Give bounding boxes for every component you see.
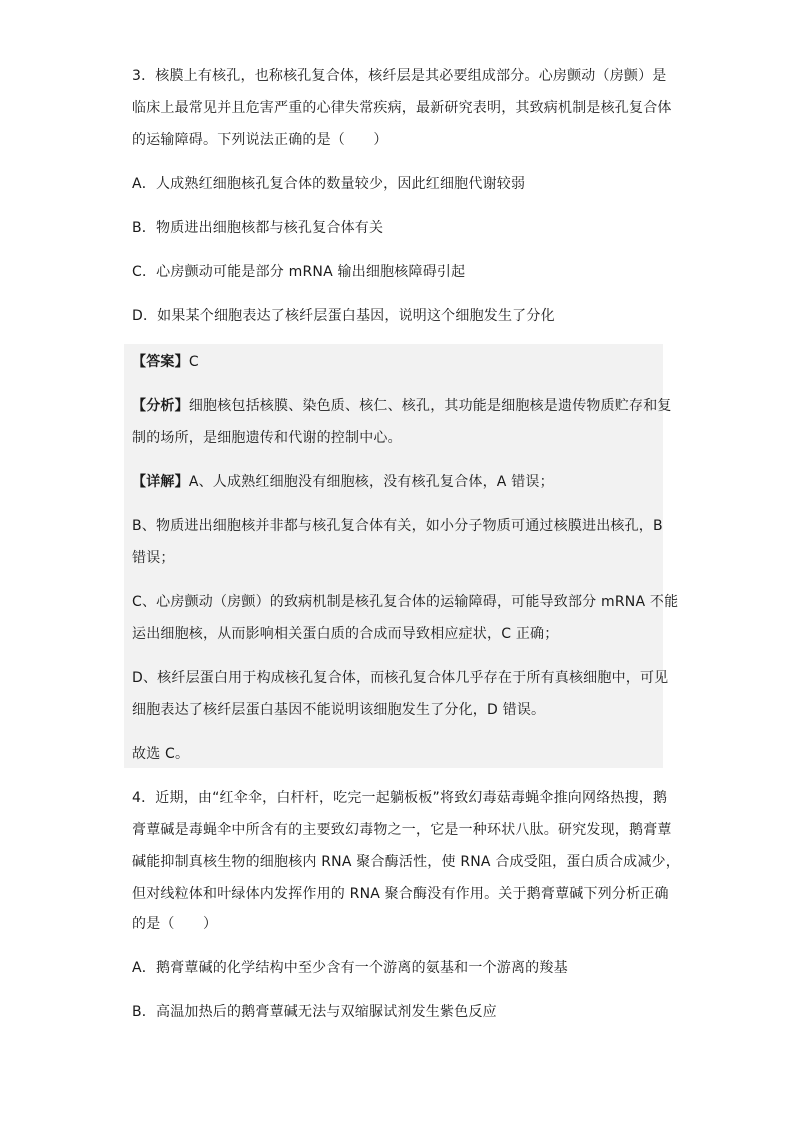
q4-stem-line-2: 膏蕈碱是毒蝇伞中所含有的主要致幻毒物之一，它是一种环状八肽。研究发现，鹅膏蕈 [132,822,672,838]
conclusion-line: 故选 C。 [132,746,190,762]
analysis-text-1: 细胞核包括核膜、染色质、核仁、核孔，其功能是细胞核是遗传物质贮存和复 [188,398,672,414]
detail-d-line-2: 细胞表达了核纤层蛋白基因不能说明该细胞发生了分化，D 错误。 [132,702,546,718]
detail-a-text: A、人成熟红细胞没有细胞核，没有核孔复合体，A 错误； [188,474,554,490]
q3-option-b: B．物质进出细胞核都与核孔复合体有关 [132,220,384,236]
analysis-line-1 [132,396,672,416]
q3-option-d: D．如果某个细胞表达了核纤层蛋白基因，说明这个细胞发生了分化 [132,308,555,324]
detail-b-line-1: B、物质进出细胞核并非都与核孔复合体有关，如小分子物质可通过核膜进出核孔，B [132,518,663,534]
q4-option-a: A．鹅膏蕈碱的化学结构中至少含有一个游离的氨基和一个游离的羧基 [132,960,568,976]
q4-stem-line-5: 的是（ ） [132,916,218,932]
q4-option-b: B．高温加热后的鹅膏蕈碱无法与双缩脲试剂发生紫色反应 [132,1004,497,1020]
answer-value: C [188,354,199,370]
q3-option-a: A．人成熟红细胞核孔复合体的数量较少，因此红细胞代谢较弱 [132,176,526,192]
q3-stem-line-3: 的运输障碍。下列说法正确的是（ ） [132,132,388,148]
detail-line-a [132,472,554,492]
detail-d-line-1: D、核纤层蛋白用于构成核孔复合体，而核孔复合体几乎存在于所有真核细胞中，可见 [132,670,669,686]
q3-stem-line-2: 临床上最常见并且危害严重的心律失常疾病，最新研究表明，其致病机制是核孔复合体 [132,100,672,116]
detail-c-line-1: C、心房颤动（房颤）的致病机制是核孔复合体的运输障碍，可能导致部分 mRNA 不能 [132,594,679,610]
q4-stem-line-3: 碱能抑制真核生物的细胞核内 RNA 聚合酶活性，使 RNA 合成受阻，蛋白质合成减少， [132,854,680,870]
answer-line [132,352,199,372]
detail-c-line-2: 运出细胞核，从而影响相关蛋白质的合成而导致相应症状，C 正确； [132,626,559,642]
analysis-label: 【分析】 [132,398,189,414]
q4-stem-line-4: 但对线粒体和叶绿体内发挥作用的 RNA 聚合酶没有作用。关于鹅膏蕈碱下列分析正确 [132,886,669,902]
q3-stem-line-1: 3．核膜上有核孔，也称核孔复合体，核纤层是其必要组成部分。心房颤动（房颤）是 [132,68,667,84]
detail-label: 【详解】 [132,474,189,490]
detail-b-line-2: 错误； [132,550,175,566]
q3-option-c: C．心房颤动可能是部分 mRNA 输出细胞核障碍引起 [132,264,466,280]
answer-label: 【答案】 [132,354,189,370]
q4-stem-line-1: 4．近期，由“红伞伞，白杆杆，吃完一起躺板板”将致幻毒菇毒蝇伞推向网络热搜，鹅 [132,790,668,806]
analysis-line-2: 制的场所，是细胞遗传和代谢的控制中心。 [132,430,402,446]
